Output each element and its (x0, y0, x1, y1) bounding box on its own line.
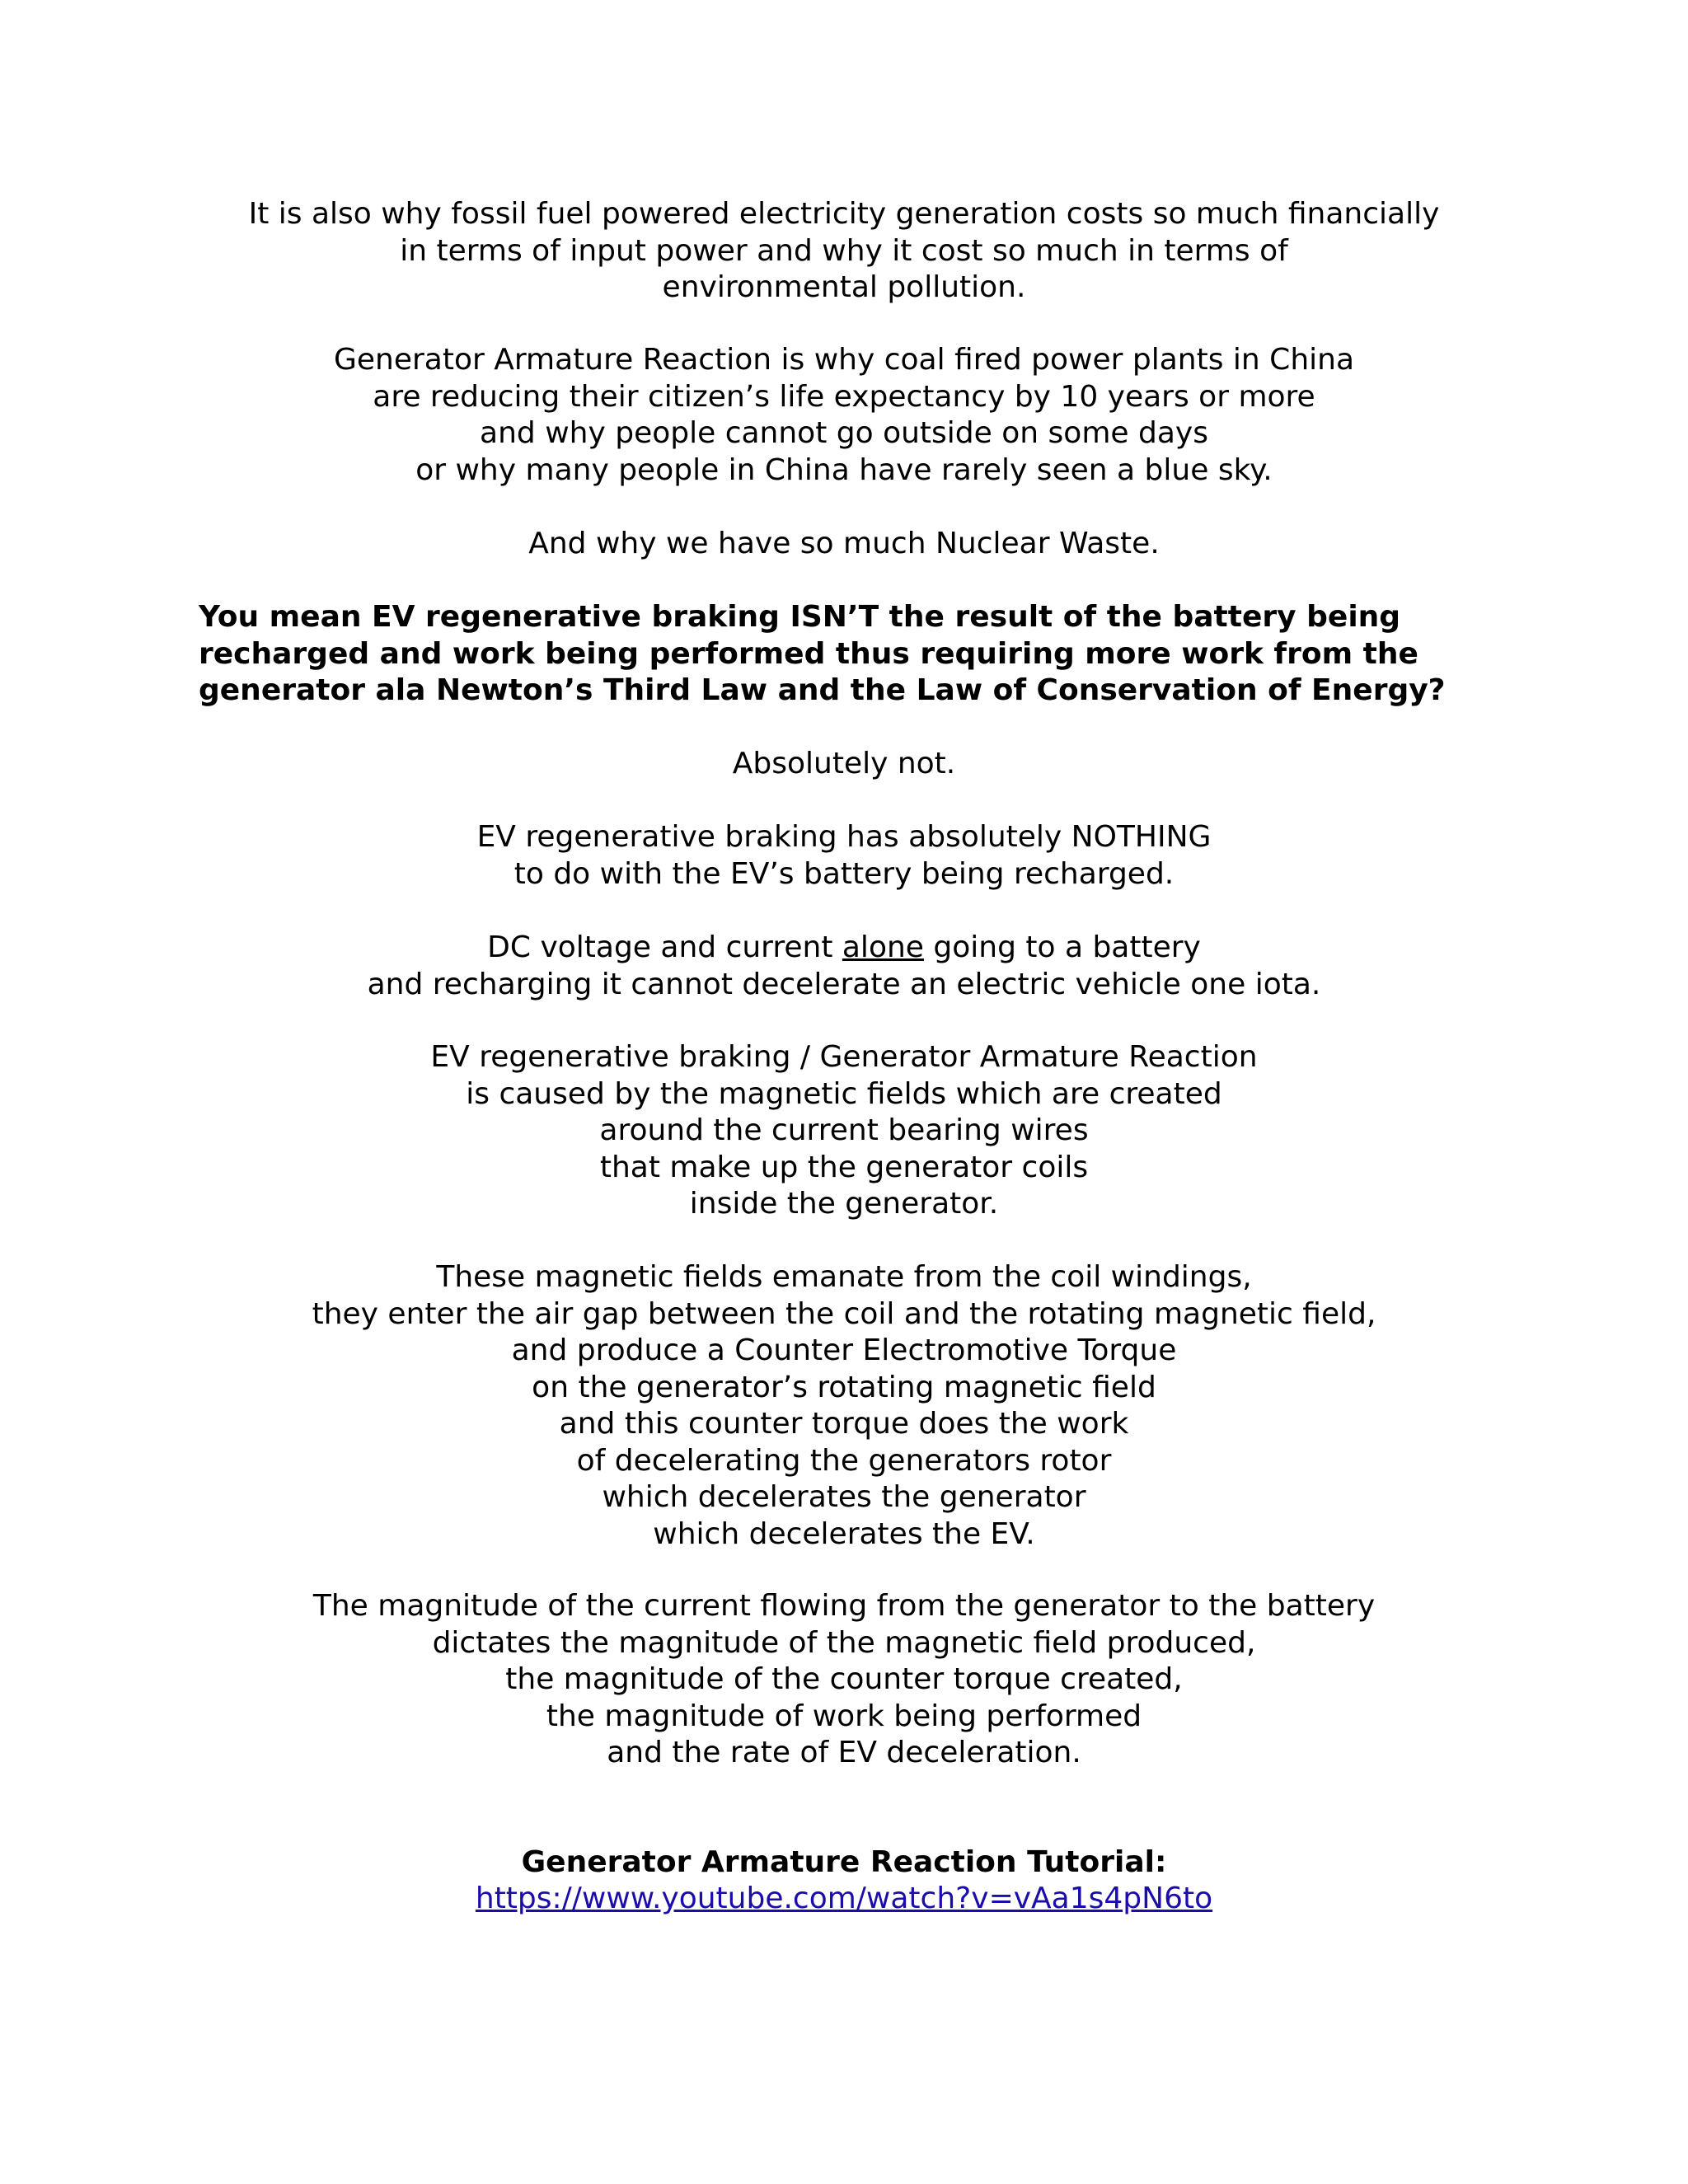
paragraph-answer (0, 746, 1688, 783)
text-line: Generator Armature Reaction is why coal fired power plants in China (333, 343, 1355, 377)
text-line: These magnetic fields emanate from the coil windings, (436, 1260, 1252, 1294)
text-line: and the rate of EV deceleration. (607, 1736, 1081, 1769)
text-line: in terms of input power and why it cost so much in terms of (400, 233, 1288, 268)
text-line: and produce a Counter Electromotive Torque (511, 1333, 1177, 1367)
paragraph-counter-torque (0, 1259, 1688, 1553)
text-line: and why people cannot go outside on some days (480, 416, 1208, 450)
text-segment: going to a battery (923, 930, 1201, 964)
paragraph-coal-china (0, 342, 1688, 489)
tutorial-link[interactable]: https://www.youtube.com/watch?v=vAa1s4pN6to (475, 1882, 1213, 1915)
text-line: they enter the air gap between the coil and the rotating magnetic field, (312, 1296, 1376, 1331)
text-line: are reducing their citizen’s life expectancy by 10 years or more (373, 379, 1315, 414)
text-line: Absolutely not. (732, 747, 956, 780)
text-line: environmental pollution. (662, 270, 1026, 304)
text-line: the magnitude of the counter torque created, (505, 1662, 1183, 1696)
tutorial-section (0, 1844, 1688, 1882)
text-line: the magnitude of work being performed (546, 1699, 1142, 1733)
text-line: of decelerating the generators rotor (576, 1443, 1112, 1478)
text-line: around the current bearing wires (599, 1113, 1089, 1147)
paragraph-magnetic-fields (0, 1039, 1688, 1223)
tutorial-heading: Generator Armature Reaction Tutorial: (521, 1845, 1167, 1879)
paragraph-magnitude (0, 1588, 1688, 1772)
text-segment: DC voltage and current (487, 930, 842, 964)
text-line: on the generator’s rotating magnetic field (532, 1370, 1156, 1404)
text-line: The magnitude of the current flowing from the generator to the battery (312, 1589, 1376, 1623)
text-line: And why we have so much Nuclear Waste. (528, 527, 1160, 560)
paragraph-nothing (0, 819, 1688, 893)
text-line: It is also why fossil fuel powered electricity generation costs so much financially (248, 197, 1440, 231)
text-line: to do with the EV’s battery being recharged. (513, 856, 1175, 891)
text-line: recharged and work being performed thus requiring more work from the (199, 636, 1418, 671)
tutorial-link-container (0, 1881, 1688, 1918)
text-line: that make up the generator coils (599, 1150, 1089, 1184)
text-line: EV regenerative braking has absolutely NOTHING (476, 820, 1212, 854)
text-line: EV regenerative braking / Generator Armature Reaction (430, 1040, 1258, 1074)
text-line: which decelerates the generator (602, 1480, 1086, 1514)
text-line: generator ala Newton’s Third Law and the Law of Conservation of Energy? (199, 673, 1446, 707)
text-line: dictates the magnitude of the magnetic field produced, (432, 1625, 1256, 1660)
text-line: or why many people in China have rarely seen a blue sky. (415, 452, 1273, 487)
text-line (0, 930, 1688, 967)
text-line: and this counter torque does the work (559, 1407, 1129, 1441)
text-line: and recharging it cannot decelerate an electric vehicle one iota. (367, 967, 1321, 1001)
text-line: is caused by the magnetic fields which are created (466, 1076, 1222, 1111)
text-line (0, 1881, 1688, 1918)
underlined-word: alone (842, 930, 924, 964)
paragraph-dc-voltage (0, 930, 1688, 1003)
text-line: You mean EV regenerative braking ISN’T the result of the battery being (199, 600, 1401, 634)
paragraph-nuclear-waste (0, 526, 1688, 563)
text-line: which decelerates the EV. (653, 1516, 1035, 1551)
paragraph-fossil-fuel (0, 196, 1688, 307)
question-heading (199, 599, 1600, 710)
text-line: inside the generator. (689, 1187, 999, 1221)
